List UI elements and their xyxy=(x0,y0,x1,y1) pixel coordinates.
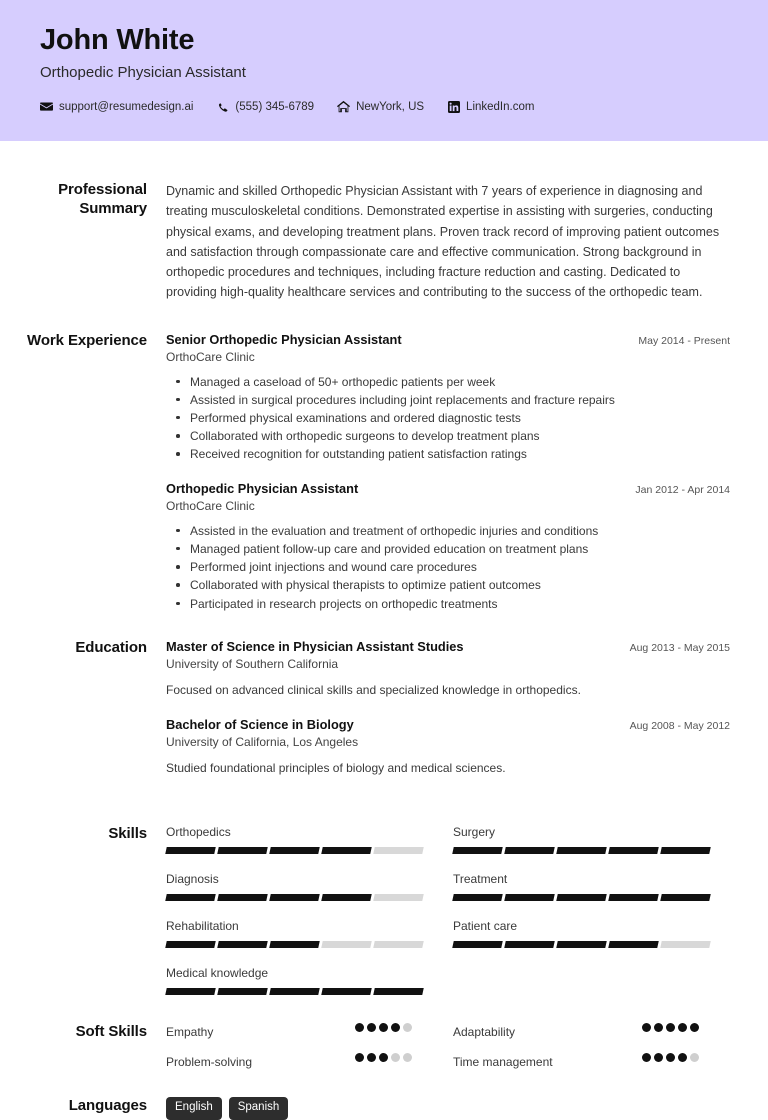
resume-body xyxy=(0,141,768,1120)
rating-dot xyxy=(355,1053,364,1062)
entry-bullet: Received recognition for outstanding patient satisfaction ratings xyxy=(166,445,730,463)
entry-dates: May 2014 - Present xyxy=(638,334,730,347)
rating-dot xyxy=(690,1023,699,1032)
skill-bar-segment xyxy=(504,847,554,854)
skill-bar-segment xyxy=(373,847,423,854)
contact-phone[interactable] xyxy=(216,100,314,113)
section-label-work: Work Experience xyxy=(27,331,147,349)
contact-row xyxy=(40,100,728,113)
entry-dates: Aug 2008 - May 2012 xyxy=(629,719,730,732)
rating-dot xyxy=(379,1053,388,1062)
skill-name: Medical knowledge xyxy=(166,965,269,980)
work-entry xyxy=(166,332,730,464)
section-languages xyxy=(0,1083,730,1120)
job-title: Orthopedic Physician Assistant xyxy=(40,64,246,82)
rating-dot xyxy=(379,1023,388,1032)
page-title: John White xyxy=(40,24,195,56)
skill-bar-segment xyxy=(556,894,606,901)
skill-bar-segment xyxy=(321,847,371,854)
skill-name: Diagnosis xyxy=(166,871,219,886)
skill-bar-segment xyxy=(321,894,371,901)
skill-bar-segment xyxy=(608,847,658,854)
skill-item xyxy=(166,825,453,854)
skill-bar-segment xyxy=(165,988,215,995)
skill-bar-segment xyxy=(217,847,267,854)
contact-email-text: support@resumedesign.ai xyxy=(59,100,194,113)
soft-skill-item xyxy=(166,1053,412,1069)
skill-level-bar xyxy=(166,988,423,995)
section-label-soft-skills: Soft Skills xyxy=(75,1022,147,1040)
soft-skill-name: Problem-solving xyxy=(166,1054,253,1069)
soft-skill-name: Empathy xyxy=(166,1024,214,1039)
skill-bar-segment xyxy=(269,847,319,854)
work-entry xyxy=(166,481,730,613)
language-pill: English xyxy=(166,1097,222,1120)
skill-item xyxy=(166,966,453,995)
entry-organization: OrthoCare Clinic xyxy=(166,498,255,513)
skill-name: Treatment xyxy=(453,871,508,886)
language-pill-row xyxy=(166,1097,730,1120)
entry-bullet: Assisted in the evaluation and treatment of orthopedic injuries and conditions xyxy=(166,522,730,540)
rating-dot xyxy=(403,1023,412,1032)
skill-level-bar xyxy=(453,847,710,854)
linkedin-icon xyxy=(447,100,460,113)
section-education xyxy=(0,613,730,795)
soft-skill-name: Adaptability xyxy=(453,1024,516,1039)
resume-header xyxy=(0,0,768,141)
skill-level-bar xyxy=(166,941,423,948)
skill-bar-segment xyxy=(373,941,423,948)
soft-skill-grid xyxy=(166,1023,730,1083)
rating-dot xyxy=(367,1023,376,1032)
soft-skill-item xyxy=(453,1023,699,1039)
skill-level-bar xyxy=(166,894,423,901)
skill-bar-segment xyxy=(165,894,215,901)
entry-bullet-list xyxy=(166,373,730,464)
entry-bullet: Managed patient follow-up care and provided education on treatment plans xyxy=(166,540,730,558)
entry-description: Studied foundational principles of biology and medical sciences. xyxy=(166,760,506,775)
soft-skill-rating xyxy=(355,1023,412,1032)
skill-bar-segment xyxy=(556,941,606,948)
skill-bar-segment xyxy=(269,941,319,948)
skill-item xyxy=(166,872,453,901)
phone-icon xyxy=(216,100,229,113)
skill-bar-segment xyxy=(217,941,267,948)
rating-dot xyxy=(666,1023,675,1032)
section-label-education: Education xyxy=(75,638,147,656)
entry-bullet: Participated in research projects on orthopedic treatments xyxy=(166,595,730,613)
skill-bar-segment xyxy=(504,894,554,901)
skill-item xyxy=(453,919,730,948)
skill-item xyxy=(453,872,730,901)
skill-bar-segment xyxy=(165,847,215,854)
entry-header xyxy=(166,481,730,496)
skill-bar-segment xyxy=(269,988,319,995)
rating-dot xyxy=(654,1023,663,1032)
language-pill: Spanish xyxy=(229,1097,289,1120)
contact-location-text: NewYork, US xyxy=(356,100,425,113)
skill-bar-segment xyxy=(217,988,267,995)
skill-bar-segment xyxy=(556,847,606,854)
skill-bar-segment xyxy=(269,894,319,901)
home-icon xyxy=(337,100,350,113)
rating-dot xyxy=(391,1023,400,1032)
entry-bullet-list xyxy=(166,522,730,613)
entry-dates: Aug 2013 - May 2015 xyxy=(629,641,730,654)
summary-text: Dynamic and skilled Orthopedic Physician Assistant with 7 years of experience in diagnosing and treating musculoskeletal conditions. Demonstrated expertise in assisting with surgeries, conducting physical exams, and developing treatment plans. Proven track record of improving patient outcomes and satisfaction through compassionate care and effective communication. Strong background in orthopedic procedures and techniques, including fracture reduction and casting. Dedicated to providing high-quality healthcare services and contributing to the success of the orthopedic team. xyxy=(166,184,720,300)
skill-bar-segment xyxy=(321,988,371,995)
section-label-summary: Professional Summary xyxy=(58,181,147,217)
soft-skill-rating xyxy=(642,1023,699,1032)
work-entry-list xyxy=(166,332,730,613)
skill-name: Surgery xyxy=(453,824,496,839)
rating-dot xyxy=(678,1053,687,1062)
entry-header xyxy=(166,717,730,732)
entry-organization: University of California, Los Angeles xyxy=(166,734,359,749)
entry-organization: University of Southern California xyxy=(166,656,339,671)
contact-location[interactable] xyxy=(337,100,424,113)
contact-linkedin-text: LinkedIn.com xyxy=(466,100,535,113)
skill-name: Patient care xyxy=(453,918,518,933)
skill-bar-segment xyxy=(452,847,502,854)
entry-bullet: Assisted in surgical procedures including joint replacements and fracture repairs xyxy=(166,391,730,409)
contact-phone-text: (555) 345-6789 xyxy=(235,100,315,113)
skill-item xyxy=(453,825,730,854)
skill-bar-segment xyxy=(608,894,658,901)
section-label-languages: Languages xyxy=(68,1096,147,1114)
education-entry xyxy=(166,639,730,699)
rating-dot xyxy=(642,1053,651,1062)
skill-bar-segment xyxy=(608,941,658,948)
entry-title: Bachelor of Science in Biology xyxy=(166,716,354,732)
skill-bar-segment xyxy=(165,941,215,948)
education-entry xyxy=(166,717,730,777)
entry-bullet: Performed physical examinations and ordered diagnostic tests xyxy=(166,409,730,427)
section-work-experience xyxy=(0,303,730,613)
contact-email[interactable] xyxy=(40,100,193,113)
skill-bar-segment xyxy=(660,847,710,854)
entry-bullet: Collaborated with physical therapists to optimize patient outcomes xyxy=(166,576,730,594)
soft-skill-rating xyxy=(355,1053,412,1062)
rating-dot xyxy=(666,1053,675,1062)
skill-bar-segment xyxy=(660,941,710,948)
skill-item xyxy=(166,919,453,948)
skill-name: Orthopedics xyxy=(166,824,231,839)
rating-dot xyxy=(678,1023,687,1032)
entry-description: Focused on advanced clinical skills and specialized knowledge in orthopedics. xyxy=(166,682,581,697)
rating-dot xyxy=(355,1023,364,1032)
skill-bar-segment xyxy=(660,894,710,901)
rating-dot xyxy=(403,1053,412,1062)
section-skills xyxy=(0,795,730,1013)
entry-title: Master of Science in Physician Assistant Studies xyxy=(166,638,464,654)
rating-dot xyxy=(367,1053,376,1062)
soft-skill-name: Time management xyxy=(453,1054,553,1069)
entry-bullet: Managed a caseload of 50+ orthopedic patients per week xyxy=(166,373,730,391)
entry-header xyxy=(166,639,730,654)
skill-bar-segment xyxy=(452,941,502,948)
soft-skill-rating xyxy=(642,1053,699,1062)
skill-level-bar xyxy=(453,941,710,948)
entry-organization: OrthoCare Clinic xyxy=(166,349,255,364)
rating-dot xyxy=(690,1053,699,1062)
section-soft-skills xyxy=(0,1013,730,1083)
rating-dot xyxy=(654,1053,663,1062)
envelope-icon xyxy=(40,100,53,113)
soft-skill-item xyxy=(453,1053,699,1069)
education-entry-list xyxy=(166,639,730,795)
skill-bar-segment xyxy=(373,894,423,901)
contact-linkedin[interactable] xyxy=(447,100,534,113)
skill-bar-segment xyxy=(321,941,371,948)
entry-header xyxy=(166,332,730,347)
soft-skill-item xyxy=(166,1023,412,1039)
skill-bar-segment xyxy=(373,988,423,995)
skill-bar-segment xyxy=(452,894,502,901)
skill-level-bar xyxy=(166,847,423,854)
skill-name: Rehabilitation xyxy=(166,918,239,933)
skill-grid xyxy=(166,825,730,1013)
entry-bullet: Collaborated with orthopedic surgeons to develop treatment plans xyxy=(166,427,730,445)
entry-dates: Jan 2012 - Apr 2014 xyxy=(635,483,730,496)
skill-bar-segment xyxy=(217,894,267,901)
skill-level-bar xyxy=(453,894,710,901)
section-professional-summary xyxy=(0,141,730,303)
rating-dot xyxy=(642,1023,651,1032)
skill-bar-segment xyxy=(504,941,554,948)
entry-bullet: Performed joint injections and wound care procedures xyxy=(166,558,730,576)
entry-title: Senior Orthopedic Physician Assistant xyxy=(166,331,402,347)
section-label-skills: Skills xyxy=(108,824,147,842)
entry-title: Orthopedic Physician Assistant xyxy=(166,480,359,496)
rating-dot xyxy=(391,1053,400,1062)
